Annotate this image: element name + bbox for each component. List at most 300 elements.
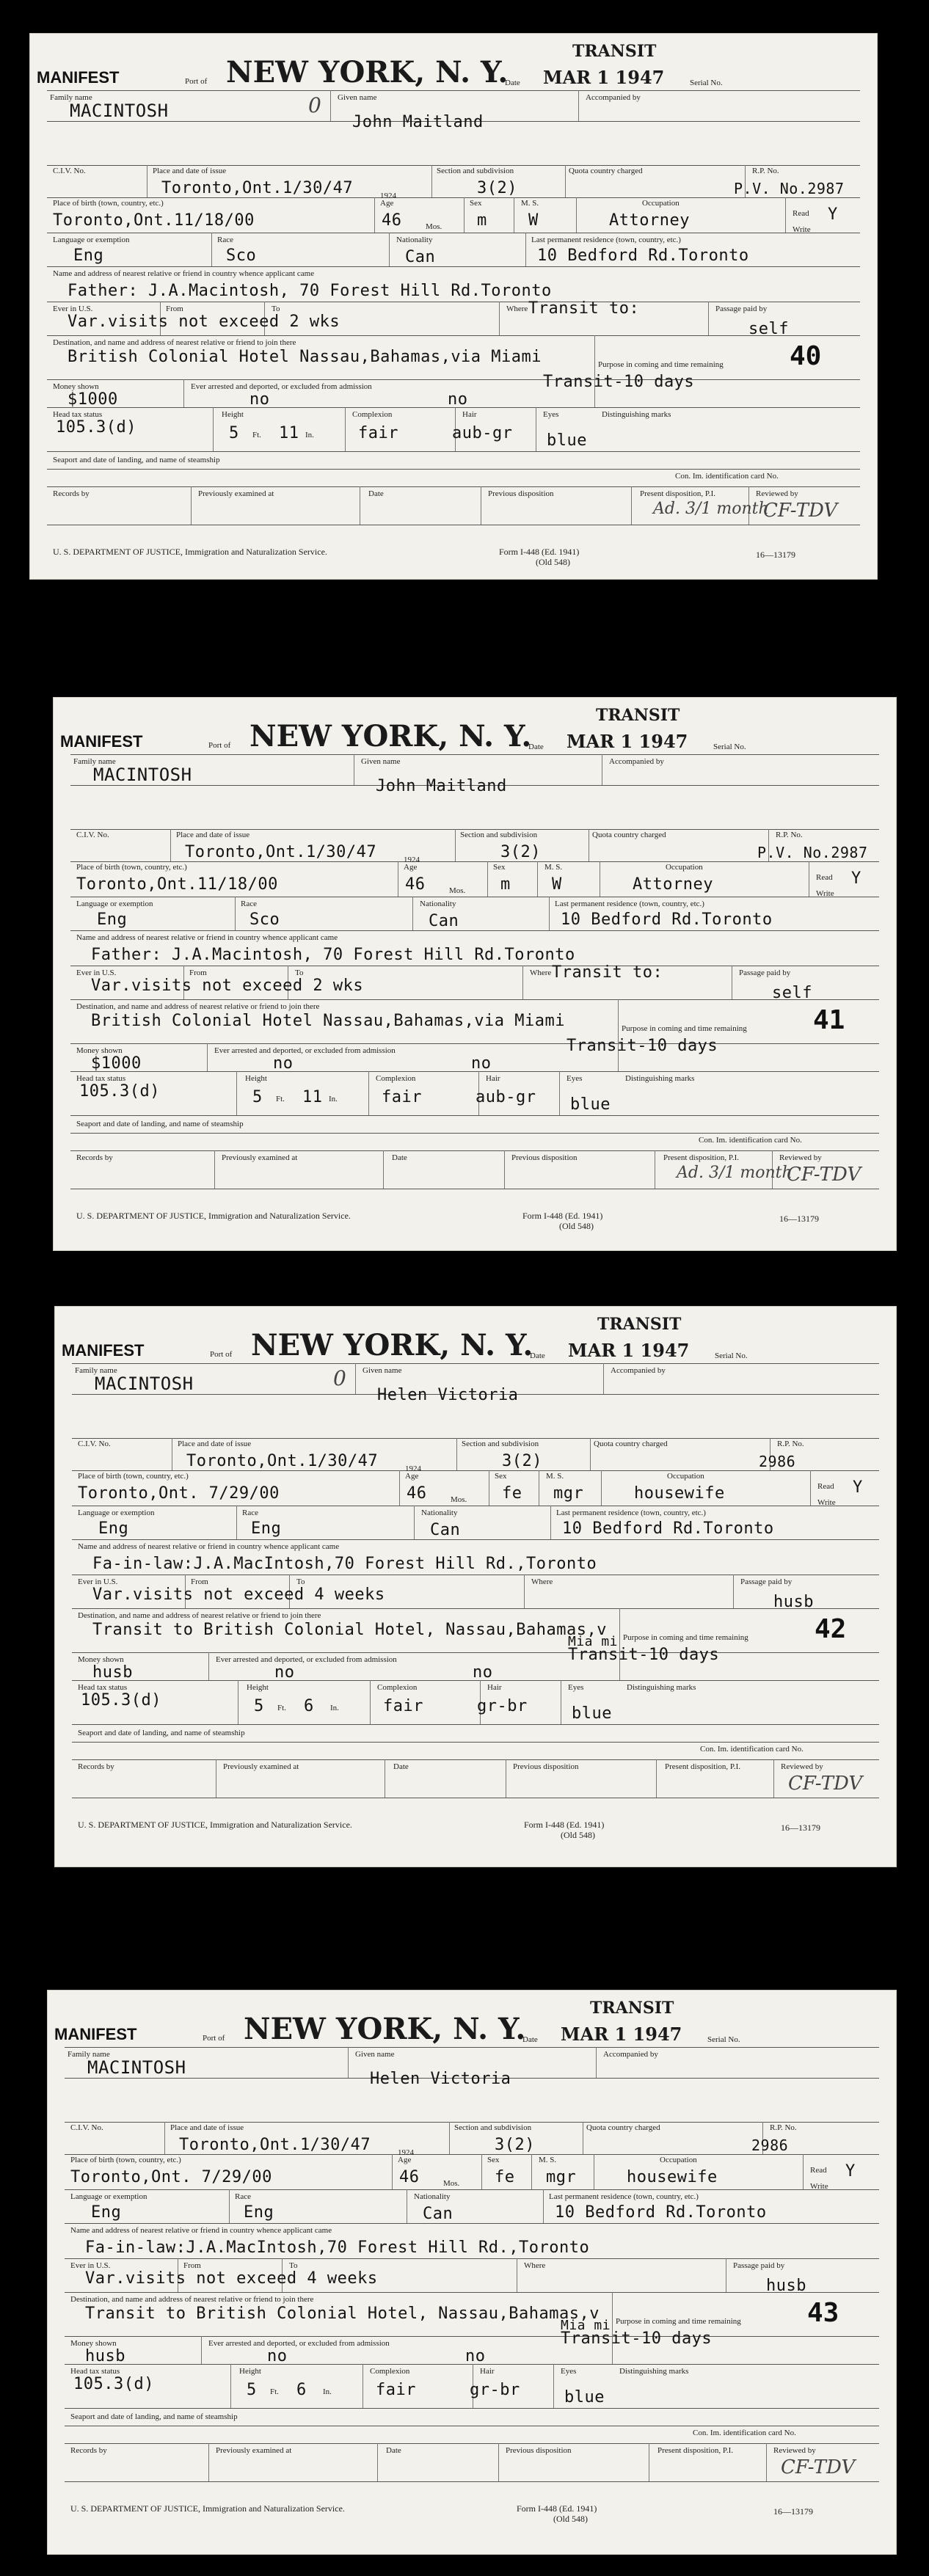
to-label-label: To	[295, 968, 304, 977]
review-hand-handwriting: CF-TDV	[781, 2456, 856, 2478]
form-rule	[72, 1724, 879, 1725]
ever-value: Var.visits not exceed 2 wks	[68, 313, 340, 331]
sex-value: fe	[502, 1484, 522, 1503]
given-value: John Maitland	[352, 113, 484, 131]
rel-label-label: Name and address of nearest relative or friend in country whence applicant came	[70, 2226, 332, 2235]
form-rule	[70, 829, 879, 830]
head-value: 105.3(d)	[73, 2375, 154, 2393]
write-label-label: Write	[810, 2182, 828, 2191]
form-divider	[481, 2154, 482, 2189]
given-value: John Maitland	[376, 777, 507, 795]
comp-value: fair	[358, 424, 398, 442]
arrest1-value: no	[273, 1054, 294, 1073]
form-rule	[72, 1470, 879, 1471]
race-value: Eng	[244, 2203, 274, 2222]
footer-old-value: (Old 548)	[536, 557, 570, 567]
form-rule	[65, 2481, 879, 2482]
nat-value: Can	[405, 248, 436, 266]
purpose-label-label: Purpose in coming and time remaining	[616, 2317, 741, 2326]
marks-label-label: Distinguishing marks	[602, 410, 671, 419]
date-label-label: Date	[505, 79, 520, 87]
from-label-label: From	[191, 1577, 208, 1586]
date-value: MAR 1 1947	[543, 67, 665, 88]
given-label-label: Given name	[338, 93, 377, 102]
ms-value: W	[552, 875, 562, 894]
form-rule	[70, 861, 879, 862]
lang-label-label: Language or exemption	[76, 900, 153, 908]
arrest2-value: no	[471, 1054, 492, 1073]
form-rule	[65, 2292, 879, 2293]
form-divider	[330, 90, 331, 121]
sex-label-label: Sex	[487, 2156, 500, 2164]
dest-a-value: Transit to British Colonial Hotel, Nassau,Bahamas,v	[85, 2305, 600, 2323]
occ-value: housewife	[634, 1484, 725, 1503]
records-label-label: Records by	[78, 1762, 114, 1771]
rp-label-label: R.P. No.	[770, 2123, 797, 2132]
comp-label-label: Complexion	[370, 2367, 410, 2376]
write-label-label: Write	[817, 1498, 836, 1507]
transit-to-value: Transit to:	[528, 299, 640, 318]
form-rule	[70, 1133, 879, 1134]
conim-label-label: Con. Im. identification card No.	[675, 472, 779, 481]
purpose-value: Transit-10 days	[561, 2329, 713, 2348]
occ-label-label: Occupation	[667, 1472, 704, 1481]
form-rule	[65, 2047, 879, 2048]
form-divider	[525, 233, 526, 266]
civ-label-label: C.I.V. No.	[53, 167, 86, 175]
footer-old-value: (Old 548)	[559, 1221, 594, 1231]
footer-old-value: (Old 548)	[553, 2514, 588, 2524]
occ-value: Attorney	[633, 875, 713, 894]
write-label-label: Write	[793, 225, 811, 234]
ms-label-label: M. S.	[546, 1472, 564, 1481]
footer-form-value: Form I-448 (Ed. 1941)	[522, 1211, 603, 1221]
sex-label-label: Sex	[495, 1472, 507, 1481]
manifest-value: MANIFEST	[62, 1341, 145, 1360]
money-value: husb	[85, 2347, 125, 2365]
in-label-label: In.	[305, 431, 314, 439]
place-issue-value: Toronto,Ont.1/30/47	[179, 2136, 371, 2154]
passage-value: husb	[766, 2277, 806, 2295]
form-rule	[70, 754, 879, 755]
form-divider	[773, 1759, 774, 1798]
age-label-label: Age	[380, 199, 394, 208]
eyes-label-label: Eyes	[568, 1683, 584, 1692]
arrest2-value: no	[465, 2347, 486, 2365]
form-divider	[170, 829, 171, 861]
height-in-value: 11	[279, 424, 299, 442]
exam-label-label: Previously examined at	[198, 489, 274, 498]
prevdisp-label-label: Previous disposition	[506, 2446, 572, 2455]
form-divider	[377, 2443, 378, 2481]
occ-label-label: Occupation	[660, 2156, 697, 2164]
form-divider	[553, 2364, 554, 2408]
occ-value: Attorney	[609, 211, 690, 230]
birth-value: Toronto,Ont.11/18/00	[53, 211, 255, 230]
port-label-label: Port of	[203, 2034, 225, 2043]
serial-label-label: Serial No.	[690, 79, 723, 87]
family-value: MACINTOSH	[87, 2057, 186, 2078]
form-divider	[389, 233, 390, 266]
exam-label-label: Previously examined at	[222, 1153, 298, 1162]
family-mark-handwriting: 0	[308, 93, 321, 117]
ft-label-label: Ft.	[277, 1704, 286, 1712]
form-divider	[590, 1438, 591, 1470]
pdate-label-label: Date	[392, 1153, 407, 1162]
form-divider	[487, 861, 488, 897]
date-value: MAR 1 1947	[568, 1340, 690, 1361]
height-label-label: Height	[247, 1683, 269, 1692]
given-value: Helen Victoria	[377, 1386, 519, 1404]
eyes-value: blue	[547, 431, 587, 450]
number-value: 42	[815, 1614, 847, 1644]
eyes-label-label: Eyes	[566, 1074, 583, 1083]
seaport-label-label: Seaport and date of landing, and name of steamship	[78, 1729, 245, 1737]
lang-value: Eng	[98, 1519, 129, 1538]
head-label-label: Head tax status	[70, 2367, 120, 2376]
presdisp-hand-handwriting: Ad. 3/1 month	[677, 1164, 793, 1182]
form-rule	[47, 451, 860, 452]
form-rule	[47, 90, 860, 91]
section-label-label: Section and subdivision	[462, 1440, 539, 1448]
form-divider	[601, 1470, 602, 1506]
form-divider	[785, 197, 786, 233]
form-divider	[213, 407, 214, 451]
lang-label-label: Language or exemption	[70, 2192, 147, 2201]
comp-label-label: Complexion	[376, 1074, 416, 1083]
form-divider	[383, 1150, 384, 1189]
footer-old-value: (Old 548)	[561, 1830, 595, 1840]
accomp-label-label: Accompanied by	[603, 2050, 658, 2059]
stamp-transit-value: TRANSIT	[572, 42, 657, 61]
form-divider	[399, 1470, 400, 1506]
quota-label-label: Quota country charged	[592, 831, 666, 839]
form-divider	[235, 897, 236, 930]
nat-value: Can	[423, 2205, 453, 2223]
review-hand-handwriting: CF-TDV	[788, 1773, 863, 1795]
form-divider	[618, 999, 619, 1071]
form-divider	[183, 379, 184, 407]
form-divider	[201, 2336, 202, 2364]
hair-label-label: Hair	[462, 410, 477, 419]
in-label-label: In.	[330, 1704, 339, 1712]
form-rule	[47, 379, 860, 380]
family-value: MACINTOSH	[95, 1373, 194, 1394]
ft-label-label: Ft.	[276, 1095, 285, 1103]
race-label-label: Race	[242, 1508, 258, 1517]
height-in-value: 11	[302, 1088, 323, 1106]
family-label-label: Family name	[50, 93, 92, 102]
form-divider	[214, 1150, 215, 1189]
rel-value: Father: J.A.Macintosh, 70 Forest Hill Rd.Toronto	[68, 282, 552, 300]
civ-label-label: C.I.V. No.	[78, 1440, 111, 1448]
head-value: 105.3(d)	[81, 1691, 161, 1710]
pdate-label-label: Date	[386, 2446, 401, 2455]
sex-value: m	[477, 211, 487, 230]
from-label-label: From	[183, 2261, 201, 2270]
form-rule	[72, 1742, 879, 1743]
form-divider	[368, 1071, 369, 1115]
port-value: NEW YORK, N. Y.	[249, 719, 532, 754]
pdate-label-label: Date	[393, 1762, 409, 1771]
form-divider	[596, 2047, 597, 2078]
dest-a-value: Transit to British Colonial Hotel, Nassau,Bahamas,v	[92, 1621, 608, 1639]
form-rule	[65, 2154, 879, 2155]
hair-label-label: Hair	[487, 1683, 502, 1692]
manifest-value: MANIFEST	[60, 732, 143, 751]
form-rule	[65, 2336, 879, 2337]
height-ft-value: 5	[229, 424, 239, 442]
from-label-label: From	[166, 304, 183, 313]
money-value: $1000	[91, 1054, 142, 1073]
place-issue-label-label: Place and date of issue	[178, 1440, 252, 1448]
prevdisp-label-label: Previous disposition	[513, 1762, 579, 1771]
nat-value: Can	[429, 912, 459, 930]
civ-label-label: C.I.V. No.	[70, 2123, 103, 2132]
to-label-label: To	[272, 304, 280, 313]
form-divider	[164, 2122, 165, 2154]
serial-label-label: Serial No.	[707, 2035, 740, 2044]
height-label-label: Height	[222, 410, 244, 419]
read-label-label: Read	[817, 1482, 834, 1491]
race-value: Sco	[226, 247, 257, 265]
form-rule	[72, 1438, 879, 1439]
form-rule	[65, 2223, 879, 2224]
occ-value: housewife	[627, 2168, 718, 2186]
arrest-label-label: Ever arrested and deported, or excluded from admission	[208, 2339, 390, 2348]
rel-value: Fa-in-law:J.A.MacIntosh,70 Forest Hill Rd.,Toronto	[85, 2239, 590, 2257]
form-divider	[543, 2189, 544, 2223]
arrest-label-label: Ever arrested and deported, or excluded from admission	[214, 1046, 396, 1055]
form-divider	[656, 1759, 657, 1798]
ms-value: mgr	[546, 2168, 577, 2186]
arrest1-value: no	[267, 2347, 288, 2365]
sex-label-label: Sex	[470, 199, 482, 208]
marks-label-label: Distinguishing marks	[619, 2367, 689, 2376]
form-divider	[236, 1506, 237, 1539]
form-divider	[524, 1575, 525, 1608]
given-label-label: Given name	[355, 2050, 395, 2059]
to-label-label: To	[289, 2261, 298, 2270]
hair-value: aub-gr	[476, 1088, 536, 1106]
dest-a-value: British Colonial Hotel Nassau,Bahamas,via Miami	[91, 1012, 566, 1030]
head-value: 105.3(d)	[56, 418, 136, 437]
ft-label-label: Ft.	[252, 431, 261, 439]
family-label-label: Family name	[73, 757, 116, 766]
money-label-label: Money shown	[70, 2339, 117, 2348]
comp-value: fair	[382, 1088, 422, 1106]
nat-value: Can	[430, 1521, 461, 1539]
hair-value: gr-br	[477, 1697, 528, 1715]
res-value: 10 Bedford Rd.Toronto	[537, 247, 749, 265]
accomp-label-label: Accompanied by	[586, 93, 641, 102]
res-label-label: Last permanent residence (town, country, etc.)	[556, 1508, 706, 1517]
height-in-value: 6	[304, 1697, 314, 1715]
height-ft-value: 5	[254, 1697, 264, 1715]
age-label-label: Age	[404, 863, 418, 872]
nat-label-label: Nationality	[421, 1508, 458, 1517]
marks-label-label: Distinguishing marks	[627, 1683, 696, 1692]
family-value: MACINTOSH	[93, 765, 192, 785]
passage-label-label: Passage paid by	[740, 1577, 793, 1586]
review-label-label: Reviewed by	[779, 1153, 822, 1162]
height-label-label: Height	[239, 2367, 261, 2376]
height-ft-value: 5	[247, 2381, 257, 2399]
exam-label-label: Previously examined at	[223, 1762, 299, 1771]
form-divider	[370, 1680, 371, 1724]
manifest-card	[54, 1306, 897, 1867]
place-issue-value: Toronto,Ont.1/30/47	[186, 1452, 379, 1470]
head-value: 105.3(d)	[79, 1082, 160, 1101]
presdisp-label-label: Present disposition, P.I.	[663, 1153, 739, 1162]
serial-label-label: Serial No.	[713, 742, 746, 751]
arrest-label-label: Ever arrested and deported, or excluded from admission	[191, 382, 372, 391]
age-unit-label: Mos.	[449, 886, 466, 895]
footer-form-value: Form I-448 (Ed. 1941)	[517, 2503, 597, 2514]
ever-value: Var.visits not exceed 4 weeks	[85, 2269, 378, 2288]
manifest-value: MANIFEST	[54, 2025, 137, 2043]
number-value: 41	[813, 1005, 845, 1035]
port-value: NEW YORK, N. Y.	[226, 55, 509, 90]
form-divider	[230, 2364, 231, 2408]
comp-label-label: Complexion	[377, 1683, 418, 1692]
rel-label-label: Name and address of nearest relative or friend in country whence applicant came	[53, 269, 315, 278]
passage-value: self	[772, 984, 812, 1002]
sex-value: m	[500, 875, 511, 894]
dest-label-label: Destination, and name and address of nearest relative or friend to join there	[76, 1002, 320, 1011]
form-rule	[47, 197, 860, 198]
write-label-label: Write	[816, 889, 834, 898]
port-value: NEW YORK, N. Y.	[244, 2012, 526, 2046]
form-divider	[345, 407, 346, 451]
birth-label-label: Place of birth (town, country, etc.)	[70, 2156, 181, 2164]
form-divider	[733, 1575, 734, 1608]
manifest-card	[53, 697, 897, 1251]
footer-dept-value: U. S. DEPARTMENT OF JUSTICE, Immigration and Naturalization Service.	[76, 1211, 351, 1221]
ever-value: Var.visits not exceed 4 weeks	[92, 1586, 385, 1604]
eyes-value: blue	[572, 1704, 612, 1723]
form-rule	[47, 335, 860, 336]
eyes-value: blue	[570, 1095, 611, 1114]
form-rule	[70, 999, 879, 1000]
seaport-label-label: Seaport and date of landing, and name of steamship	[53, 456, 220, 464]
race-label-label: Race	[241, 900, 257, 908]
nat-label-label: Nationality	[396, 236, 433, 244]
form-divider	[603, 1363, 604, 1394]
where-label-label: Where	[524, 2261, 546, 2270]
where-label-label: Where	[531, 1577, 553, 1586]
rel-label-label: Name and address of nearest relative or friend in country whence applicant came	[76, 933, 338, 942]
form-rule	[47, 469, 860, 470]
read-label-label: Read	[793, 209, 809, 218]
form-divider	[392, 2154, 393, 2189]
review-label-label: Reviewed by	[756, 489, 798, 498]
dest-b-value: Mia mi	[561, 2318, 611, 2333]
dest-b-value: Mia mi	[568, 1634, 619, 1649]
manifest-card	[29, 33, 878, 580]
ever-label-label: Ever in U.S.	[53, 304, 93, 313]
place-issue-value: Toronto,Ont.1/30/47	[161, 179, 354, 197]
form-divider	[229, 2189, 230, 2223]
arrest2-value: no	[473, 1663, 493, 1682]
eyes-label-label: Eyes	[561, 2367, 577, 2376]
ever-label-label: Ever in U.S.	[78, 1577, 118, 1586]
section-label-label: Section and subdivision	[454, 2123, 532, 2132]
place-issue-label-label: Place and date of issue	[170, 2123, 244, 2132]
form-divider	[455, 829, 456, 861]
footer-code-value: 16—13179	[781, 1822, 820, 1833]
purpose-value: Transit-10 days	[566, 1037, 718, 1055]
given-label-label: Given name	[361, 757, 401, 766]
form-divider	[414, 1506, 415, 1539]
marks-label-label: Distinguishing marks	[625, 1074, 695, 1083]
arrest2-value: no	[448, 390, 468, 409]
records-label-label: Records by	[53, 489, 90, 498]
nat-label-label: Nationality	[414, 2192, 451, 2201]
section-value: 3(2)	[495, 2136, 535, 2154]
form-divider	[565, 165, 566, 197]
conim-label-label: Con. Im. identification card No.	[699, 1136, 802, 1145]
presdisp-label-label: Present disposition, P.I.	[665, 1762, 740, 1771]
birth-label-label: Place of birth (town, country, etc.)	[78, 1472, 189, 1481]
form-divider	[550, 1506, 551, 1539]
form-divider	[803, 2154, 804, 2189]
race-value: Sco	[249, 911, 280, 929]
stamp-transit-value: TRANSIT	[590, 1999, 674, 2018]
form-rule	[72, 1759, 879, 1760]
birth-year-label: 1924	[404, 855, 420, 864]
birth-year-label: 1924	[405, 1464, 421, 1473]
section-label-label: Section and subdivision	[460, 831, 538, 839]
accomp-label-label: Accompanied by	[609, 757, 664, 766]
age-unit-label: Mos.	[426, 222, 442, 231]
form-divider	[412, 897, 413, 930]
birth-year-label: 1924	[398, 2148, 414, 2157]
port-label-label: Port of	[210, 1350, 233, 1359]
given-label-label: Given name	[363, 1366, 402, 1375]
prevdisp-label-label: Previous disposition	[511, 1153, 578, 1162]
height-in-value: 6	[296, 2381, 307, 2399]
review-label-label: Reviewed by	[781, 1762, 823, 1771]
presdisp-label-label: Present disposition, P.I.	[640, 489, 715, 498]
pv-no-value: 2986	[759, 1453, 796, 1470]
manifest-value: MANIFEST	[37, 68, 120, 87]
form-divider	[559, 1071, 560, 1115]
form-rule	[65, 2189, 879, 2190]
dest-label-label: Destination, and name and address of nearest relative or friend to join there	[53, 338, 296, 347]
race-label-label: Race	[235, 2192, 251, 2201]
records-label-label: Records by	[76, 1153, 113, 1162]
conim-label-label: Con. Im. identification card No.	[693, 2429, 796, 2437]
purpose-value: Transit-10 days	[568, 1646, 720, 1664]
form-divider	[810, 1470, 811, 1506]
read-value: Y	[828, 205, 838, 224]
form-divider	[766, 2443, 767, 2481]
section-value: 3(2)	[477, 179, 517, 197]
ever-label-label: Ever in U.S.	[70, 2261, 111, 2270]
ever-label-label: Ever in U.S.	[76, 968, 117, 977]
rp-label-label: R.P. No.	[776, 831, 803, 839]
form-rule	[47, 486, 860, 487]
hair-label-label: Hair	[486, 1074, 500, 1083]
form-divider	[207, 1043, 208, 1071]
family-mark-handwriting: 0	[333, 1366, 346, 1390]
form-divider	[431, 165, 432, 197]
form-divider	[708, 302, 709, 335]
age-unit-label: Mos.	[443, 2179, 460, 2188]
port-label-label: Port of	[208, 741, 231, 750]
arrest1-value: no	[274, 1663, 295, 1682]
